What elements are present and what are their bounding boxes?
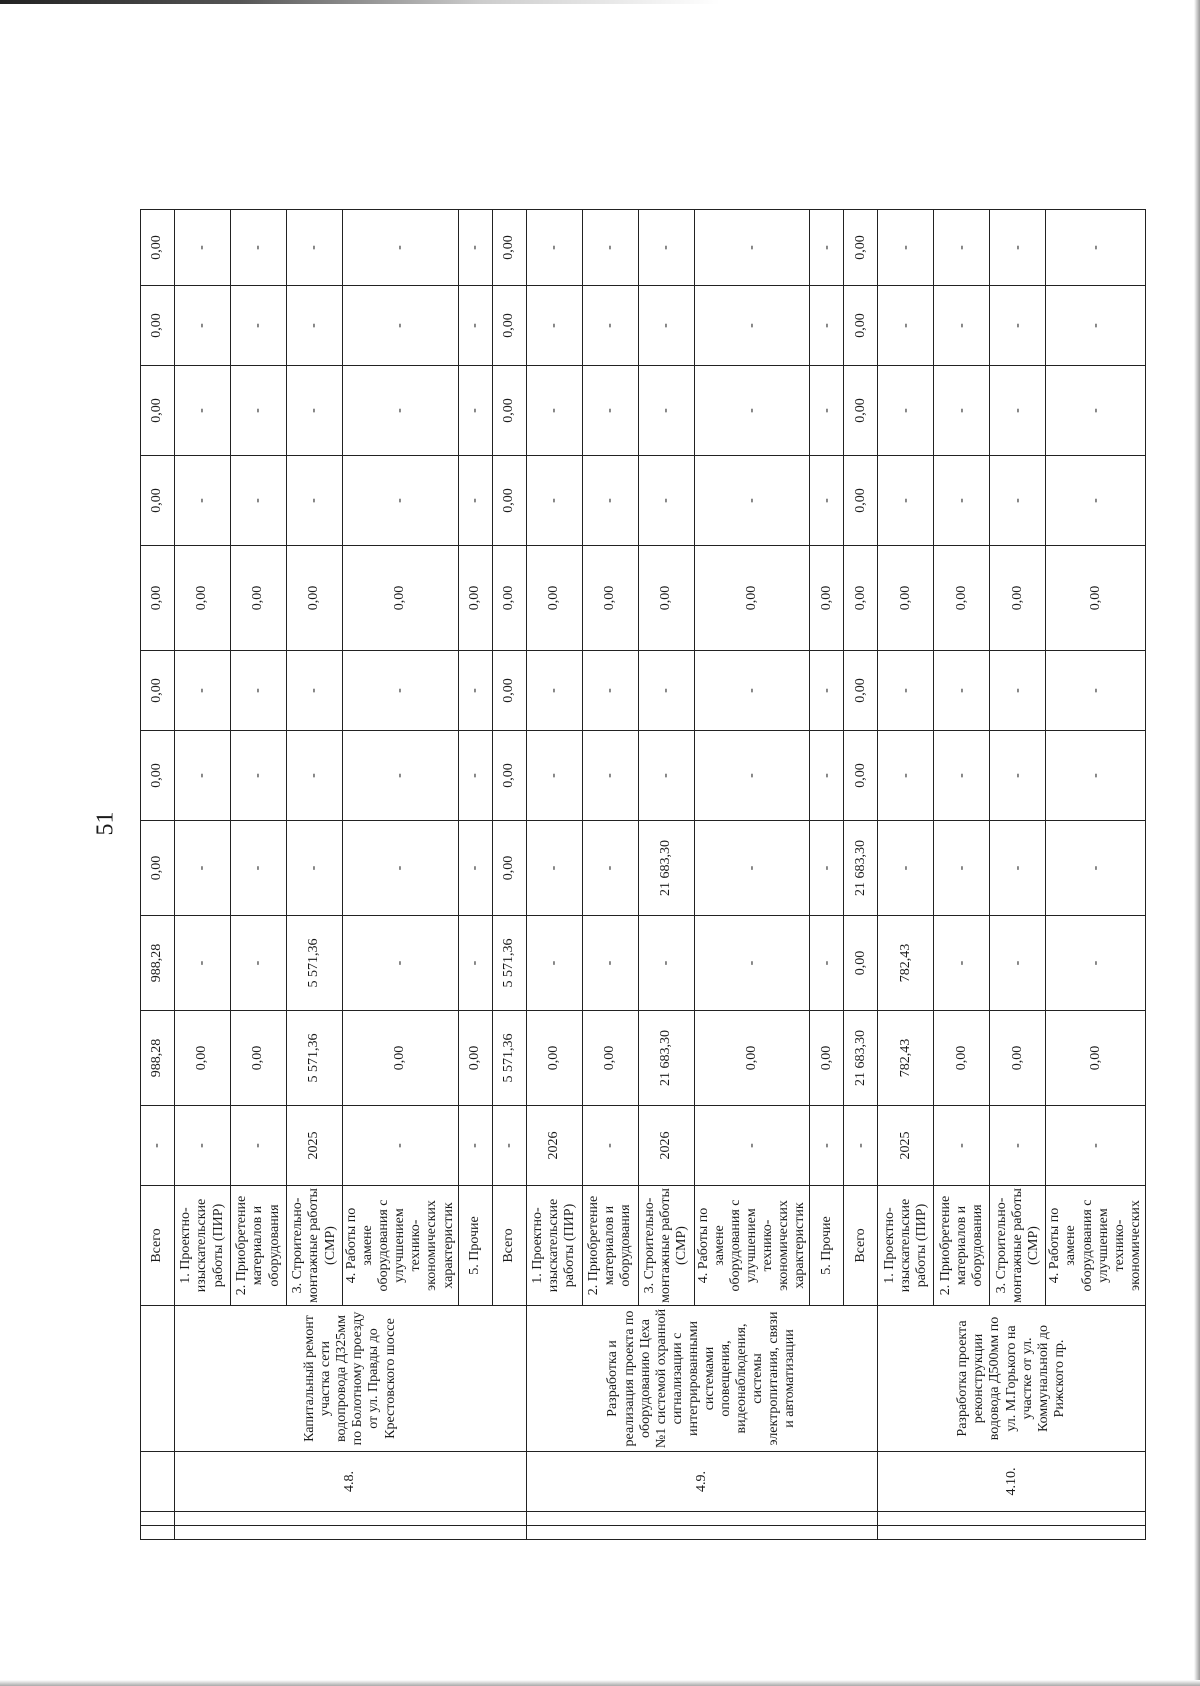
value-cell: 0,00: [844, 651, 878, 731]
value-cell: -: [694, 366, 810, 456]
year-cell: -: [231, 1106, 287, 1186]
value-cell: 0,00: [638, 546, 694, 651]
value-cell: -: [175, 651, 231, 731]
value-cell: -: [582, 286, 638, 366]
year-cell: -: [990, 1106, 1046, 1186]
value-cell: 0,00: [1046, 546, 1146, 651]
value-cell: -: [582, 821, 638, 916]
value-cell: -: [638, 731, 694, 821]
value-cell: -: [458, 731, 492, 821]
year-cell: -: [343, 1106, 459, 1186]
value-cell: 0,00: [141, 286, 175, 366]
value-cell: 0,00: [141, 821, 175, 916]
value-cell: 0,00: [287, 546, 343, 651]
value-cell: -: [878, 731, 934, 821]
year-cell: -: [844, 1106, 878, 1186]
table-row: [141, 210, 175, 1540]
value-cell: 0,00: [492, 210, 526, 286]
value-cell: 0,00: [458, 546, 492, 651]
value-cell: -: [231, 731, 287, 821]
value-cell: 0,00: [141, 366, 175, 456]
row-label: Всего: [492, 1186, 526, 1306]
value-cell: -: [175, 456, 231, 546]
value-cell: -: [526, 210, 582, 286]
value-cell: 0,00: [141, 731, 175, 821]
value-cell: -: [582, 731, 638, 821]
value-cell: -: [231, 210, 287, 286]
value-cell: -: [878, 821, 934, 916]
value-cell: -: [990, 286, 1046, 366]
value-cell: -: [343, 731, 459, 821]
value-cell: -: [458, 916, 492, 1011]
value-cell: 0,00: [343, 546, 459, 651]
value-cell: -: [231, 366, 287, 456]
value-cell: -: [694, 651, 810, 731]
value-cell: 0,00: [343, 1011, 459, 1106]
value-cell: 0,00: [141, 546, 175, 651]
scan-right-edge: [1194, 0, 1200, 1686]
row-label: 2. Приобретение материалов и оборудования: [934, 1186, 990, 1306]
value-cell: 0,00: [492, 731, 526, 821]
table-row: [878, 210, 934, 1540]
year-cell: -: [175, 1106, 231, 1186]
value-cell: -: [810, 821, 844, 916]
value-cell: 988,28: [141, 916, 175, 1011]
value-cell: 0,00: [458, 1011, 492, 1106]
row-label: 1. Проектно-изыскательские работы (ПИР): [526, 1186, 582, 1306]
value-cell: -: [287, 210, 343, 286]
value-cell: -: [287, 731, 343, 821]
value-cell: 0,00: [844, 286, 878, 366]
row-label: 4. Работы по замене оборудования с улучшением технико-экономических характеристик: [343, 1186, 459, 1306]
value-cell: 782,43: [878, 916, 934, 1011]
value-cell: -: [231, 916, 287, 1011]
value-cell: -: [810, 456, 844, 546]
item-number: 4.8.: [175, 1452, 527, 1512]
value-cell: -: [526, 366, 582, 456]
scan-top-edge: [0, 0, 1200, 4]
value-cell: -: [990, 456, 1046, 546]
value-cell: -: [582, 366, 638, 456]
value-cell: 0,00: [492, 821, 526, 916]
value-cell: -: [526, 651, 582, 731]
value-cell: -: [343, 821, 459, 916]
value-cell: -: [458, 651, 492, 731]
value-cell: 0,00: [694, 546, 810, 651]
value-cell: -: [175, 916, 231, 1011]
value-cell: -: [1046, 210, 1146, 286]
value-cell: -: [231, 651, 287, 731]
value-cell: -: [287, 286, 343, 366]
row-label: 4. Работы по замене оборудования с улучшением технико-экономических характеристик: [694, 1186, 810, 1306]
row-label: 3. Строительно-монтажные работы (СМР): [638, 1186, 694, 1306]
value-cell: -: [1046, 916, 1146, 1011]
value-cell: 21 683,30: [638, 821, 694, 916]
value-cell: -: [458, 821, 492, 916]
value-cell: -: [1046, 821, 1146, 916]
value-cell: -: [810, 651, 844, 731]
value-cell: 5 571,36: [492, 1011, 526, 1106]
row-label: 2. Приобретение материалов и оборудования: [582, 1186, 638, 1306]
value-cell: -: [175, 286, 231, 366]
item-name: Капитальный ремонт участка сети водопровода Д325мм по Болотному проезду от ул. Правды до Крестовского шоссе: [175, 1306, 527, 1452]
item-name: Разработка проекта реконструкции водовода Д500мм по ул. М.Горького на участке от ул. Коммунальной до Рижского пр.: [878, 1306, 1146, 1452]
value-cell: 0,00: [582, 1011, 638, 1106]
value-cell: 0,00: [1046, 1011, 1146, 1106]
value-cell: -: [934, 210, 990, 286]
value-cell: -: [638, 366, 694, 456]
year-cell: -: [1046, 1106, 1146, 1186]
value-cell: -: [990, 731, 1046, 821]
value-cell: -: [287, 821, 343, 916]
value-cell: -: [175, 731, 231, 821]
value-cell: -: [1046, 651, 1146, 731]
value-cell: 0,00: [231, 1011, 287, 1106]
value-cell: -: [231, 286, 287, 366]
value-cell: -: [934, 456, 990, 546]
blank-cell: [526, 1512, 878, 1526]
value-cell: 0,00: [492, 366, 526, 456]
value-cell: -: [810, 286, 844, 366]
value-cell: -: [175, 821, 231, 916]
year-cell: -: [582, 1106, 638, 1186]
value-cell: -: [526, 916, 582, 1011]
blank-cell: [175, 1512, 527, 1526]
value-cell: -: [934, 916, 990, 1011]
value-cell: -: [810, 366, 844, 456]
table-row: [175, 210, 231, 1540]
value-cell: -: [287, 456, 343, 546]
year-cell: -: [810, 1106, 844, 1186]
page-number: 51: [92, 811, 119, 836]
item-number: [141, 1452, 175, 1512]
year-cell: -: [458, 1106, 492, 1186]
value-cell: 0,00: [844, 366, 878, 456]
value-cell: 0,00: [526, 1011, 582, 1106]
year-cell: 2025: [287, 1106, 343, 1186]
value-cell: -: [934, 821, 990, 916]
value-cell: -: [934, 286, 990, 366]
value-cell: -: [878, 210, 934, 286]
value-cell: -: [526, 456, 582, 546]
value-cell: -: [231, 821, 287, 916]
blank-cell: [175, 1526, 527, 1540]
item-number: 4.10.: [878, 1452, 1146, 1512]
blank-cell: [878, 1512, 1146, 1526]
value-cell: -: [694, 456, 810, 546]
value-cell: -: [638, 456, 694, 546]
value-cell: 0,00: [526, 546, 582, 651]
value-cell: -: [878, 286, 934, 366]
value-cell: 0,00: [694, 1011, 810, 1106]
value-cell: 0,00: [175, 1011, 231, 1106]
row-label: 4. Работы по замене оборудования с улучшением технико-экономических: [1046, 1186, 1146, 1306]
value-cell: -: [694, 821, 810, 916]
investment-program-table: [140, 209, 1146, 1540]
value-cell: -: [343, 366, 459, 456]
value-cell: -: [343, 456, 459, 546]
value-cell: 0,00: [492, 651, 526, 731]
value-cell: 0,00: [844, 456, 878, 546]
value-cell: -: [990, 366, 1046, 456]
value-cell: -: [458, 286, 492, 366]
value-cell: 5 571,36: [287, 1011, 343, 1106]
value-cell: -: [1046, 456, 1146, 546]
row-label: 1. Проектно-изыскательские работы (ПИР): [175, 1186, 231, 1306]
row-label: 5. Прочие: [810, 1186, 844, 1306]
rotated-table-wrapper: [140, 210, 1143, 1540]
value-cell: -: [810, 731, 844, 821]
year-cell: 2025: [878, 1106, 934, 1186]
item-name: [141, 1306, 175, 1452]
value-cell: 0,00: [492, 286, 526, 366]
value-cell: 0,00: [231, 546, 287, 651]
value-cell: 0,00: [810, 546, 844, 651]
blank-cell: [878, 1526, 1146, 1540]
value-cell: 0,00: [175, 546, 231, 651]
value-cell: -: [582, 916, 638, 1011]
value-cell: 21 683,30: [844, 1011, 878, 1106]
row-label: Всего: [844, 1186, 878, 1306]
row-label: 2. Приобретение материалов и оборудования: [231, 1186, 287, 1306]
value-cell: 21 683,30: [638, 1011, 694, 1106]
value-cell: 0,00: [582, 546, 638, 651]
value-cell: -: [694, 731, 810, 821]
value-cell: 0,00: [844, 731, 878, 821]
value-cell: -: [810, 916, 844, 1011]
year-cell: -: [141, 1106, 175, 1186]
value-cell: 0,00: [990, 546, 1046, 651]
value-cell: 0,00: [844, 546, 878, 651]
value-cell: -: [638, 651, 694, 731]
year-cell: 2026: [638, 1106, 694, 1186]
item-name: Разработка и реализация проекта по оборудованию Цеха №1 системой охранной сигнализации с интегрированными системами оповещения, видеонаблюдения, системы электропитания, связи и автоматизации: [526, 1306, 878, 1452]
value-cell: -: [1046, 286, 1146, 366]
year-cell: -: [492, 1106, 526, 1186]
value-cell: -: [878, 366, 934, 456]
value-cell: -: [526, 821, 582, 916]
value-cell: -: [458, 456, 492, 546]
value-cell: 0,00: [934, 1011, 990, 1106]
value-cell: -: [990, 821, 1046, 916]
item-number: 4.9.: [526, 1452, 878, 1512]
value-cell: -: [287, 651, 343, 731]
value-cell: 0,00: [844, 210, 878, 286]
value-cell: 782,43: [878, 1011, 934, 1106]
row-label: Всего: [141, 1186, 175, 1306]
value-cell: -: [287, 366, 343, 456]
value-cell: -: [343, 210, 459, 286]
value-cell: -: [990, 651, 1046, 731]
value-cell: 0,00: [844, 916, 878, 1011]
value-cell: -: [934, 731, 990, 821]
value-cell: -: [582, 651, 638, 731]
value-cell: 0,00: [141, 651, 175, 731]
year-cell: -: [694, 1106, 810, 1186]
value-cell: -: [526, 286, 582, 366]
table-row: [526, 210, 582, 1540]
year-cell: 2026: [526, 1106, 582, 1186]
row-label: 1. Проектно-изыскательские работы (ПИР): [878, 1186, 934, 1306]
scan-bottom-edge: [0, 1680, 1200, 1686]
value-cell: -: [343, 916, 459, 1011]
value-cell: -: [878, 456, 934, 546]
value-cell: -: [990, 916, 1046, 1011]
value-cell: 5 571,36: [492, 916, 526, 1011]
value-cell: 0,00: [492, 456, 526, 546]
value-cell: -: [694, 286, 810, 366]
value-cell: -: [231, 456, 287, 546]
value-cell: 21 683,30: [844, 821, 878, 916]
value-cell: -: [878, 651, 934, 731]
value-cell: -: [343, 286, 459, 366]
value-cell: 0,00: [810, 1011, 844, 1106]
blank-cell: [526, 1526, 878, 1540]
value-cell: 0,00: [492, 546, 526, 651]
value-cell: 5 571,36: [287, 916, 343, 1011]
row-label: 3. Строительно-монтажные работы (СМР): [990, 1186, 1046, 1306]
value-cell: -: [458, 366, 492, 456]
value-cell: -: [638, 916, 694, 1011]
value-cell: -: [526, 731, 582, 821]
value-cell: -: [458, 210, 492, 286]
value-cell: -: [1046, 731, 1146, 821]
value-cell: -: [694, 916, 810, 1011]
value-cell: 0,00: [141, 210, 175, 286]
value-cell: -: [1046, 366, 1146, 456]
value-cell: 0,00: [141, 456, 175, 546]
value-cell: -: [582, 210, 638, 286]
value-cell: -: [175, 366, 231, 456]
value-cell: 988,28: [141, 1011, 175, 1106]
value-cell: -: [934, 651, 990, 731]
value-cell: -: [638, 286, 694, 366]
value-cell: -: [694, 210, 810, 286]
blank-cell: [141, 1512, 175, 1526]
year-cell: -: [934, 1106, 990, 1186]
value-cell: -: [810, 210, 844, 286]
value-cell: 0,00: [934, 546, 990, 651]
value-cell: 0,00: [878, 546, 934, 651]
value-cell: 0,00: [990, 1011, 1046, 1106]
row-label: 5. Прочие: [458, 1186, 492, 1306]
row-label: 3. Строительно-монтажные работы (СМР): [287, 1186, 343, 1306]
value-cell: -: [638, 210, 694, 286]
blank-cell: [141, 1526, 175, 1540]
value-cell: -: [343, 651, 459, 731]
value-cell: -: [175, 210, 231, 286]
value-cell: -: [934, 366, 990, 456]
value-cell: -: [990, 210, 1046, 286]
value-cell: -: [582, 456, 638, 546]
